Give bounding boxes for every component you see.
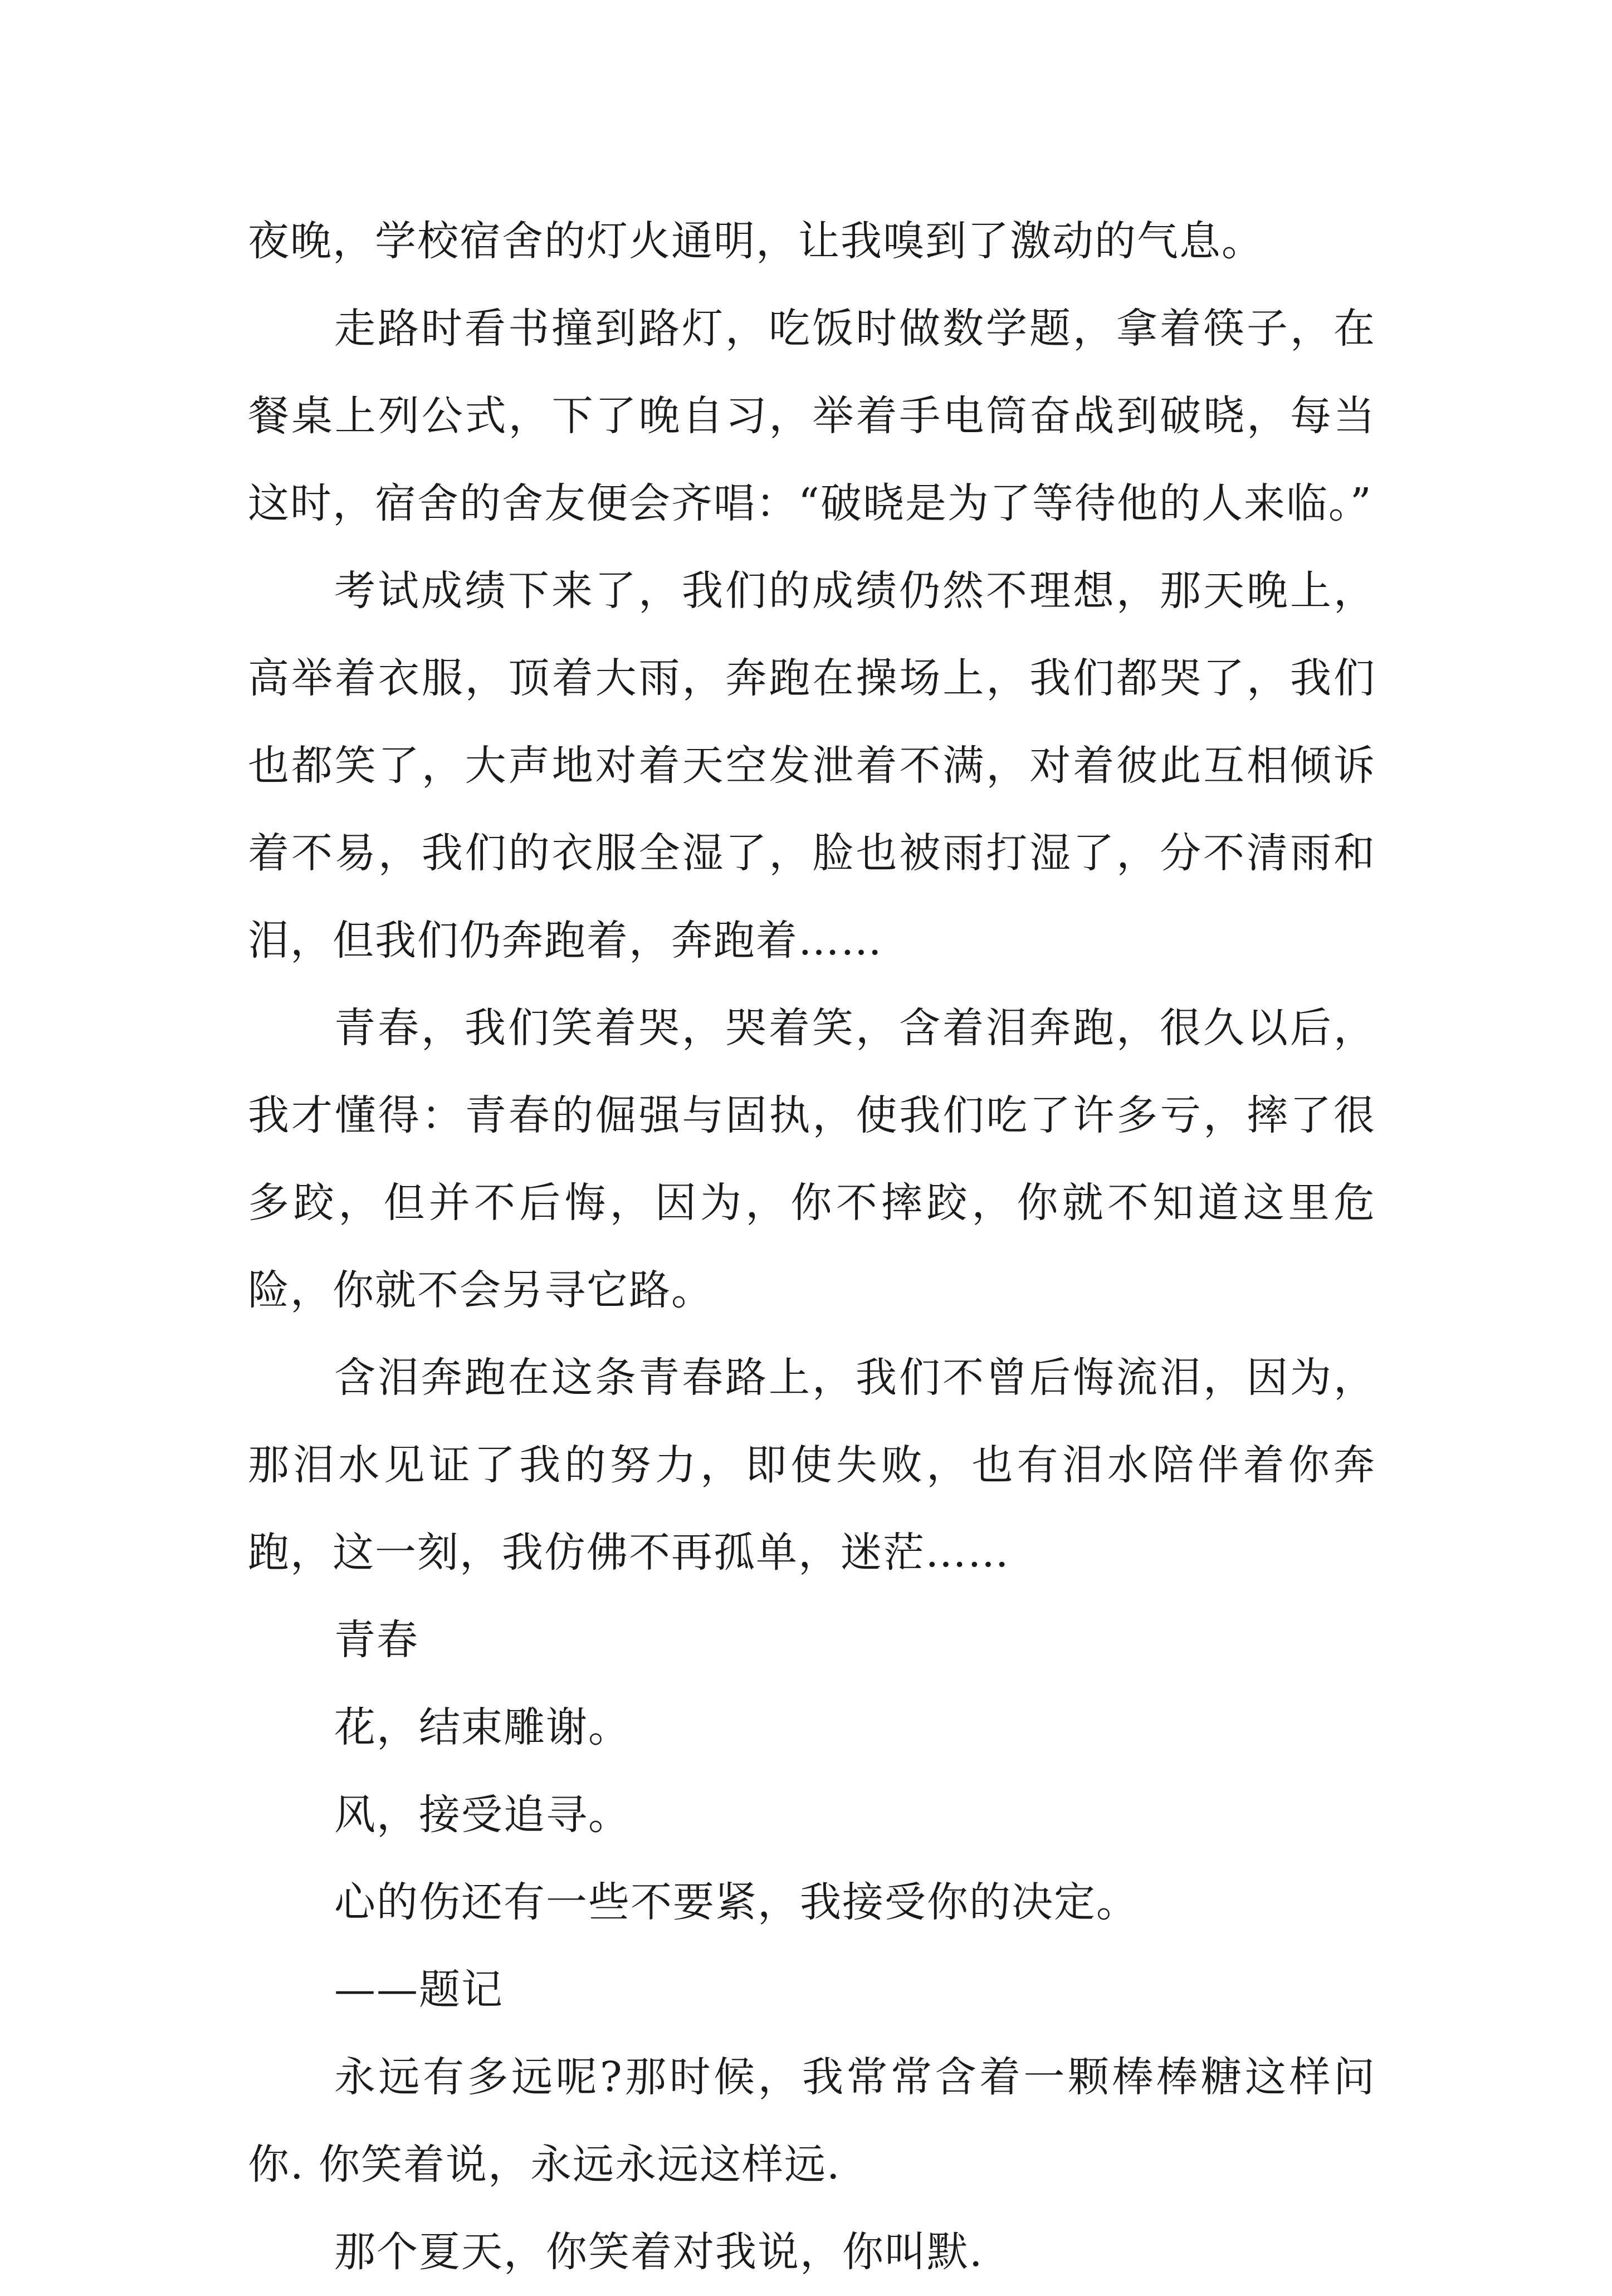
paragraph-6: 永远有多远呢?那时候，我常常含着一颗棒棒糖这样问你. 你笑着说，永远永远这样远. (248, 2053, 1376, 2189)
paragraph-5: 含泪奔跑在这条青春路上，我们不曾后悔流泪，因为，那泪水见证了我的努力，即使失败，也有泪水陪伴着你奔跑，这一刻，我仿佛不再孤单，迷茫…… (248, 1354, 1376, 1577)
poem-line-1: 花，结束雕谢。 (334, 1703, 631, 1751)
paragraph-3: 考试成绩下来了，我们的成绩仍然不理想，那天晚上，高举着衣服，顶着大雨，奔跑在操场上，我们都哭了，我们也都笑了，大声地对着天空发泄着不满，对着彼此互相倾诉着不易，我们的衣服全湿了，脸也被雨打湿了，分不清雨和泪，但我们仍奔跑着，奔跑着…… (248, 567, 1376, 965)
paragraph-1: 夜晚，学校宿舍的灯火通明，让我嗅到了激动的气息。 (248, 217, 1264, 265)
paragraph-4: 青春，我们笑着哭，哭着笑，含着泪奔跑，很久以后，我才懂得：青春的倔强与固执，使我们吃了许多亏，摔了很多跤，但并不后悔，因为，你不摔跤，你就不知道这里危险，你就不会另寻它路。 (248, 1004, 1376, 1314)
poem-line-2: 风，接受追寻。 (334, 1791, 631, 1839)
paragraph-2: 走路时看书撞到路灯，吃饭时做数学题，拿着筷子，在餐桌上列公式，下了晚自习，举着手电筒奋战到破晓，每当这时，宿舍的舍友便会齐唱：“破晓是为了等待他的人来临。” (248, 305, 1376, 527)
epigraph-attribution: ——题记 (334, 1966, 504, 2014)
document-body (248, 198, 1376, 2296)
poem-title: 青春 (334, 1616, 419, 1664)
paragraph-7: 那个夏天，你笑着对我说，你叫默. (334, 2228, 984, 2276)
poem-line-3: 心的伤还有一些不要紧，我接受你的决定。 (334, 1878, 1139, 1926)
